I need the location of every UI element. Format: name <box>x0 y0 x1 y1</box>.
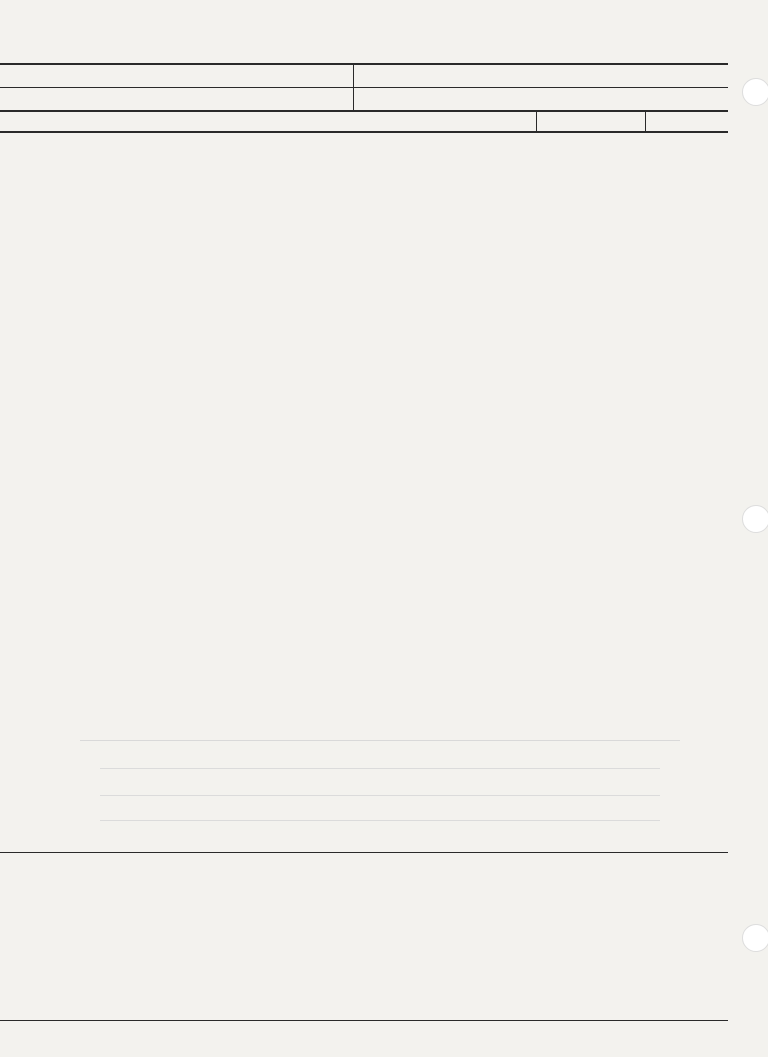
punch-hole-bottom <box>742 924 768 952</box>
punch-hole-middle <box>742 505 768 533</box>
punch-hole-top <box>742 78 768 106</box>
